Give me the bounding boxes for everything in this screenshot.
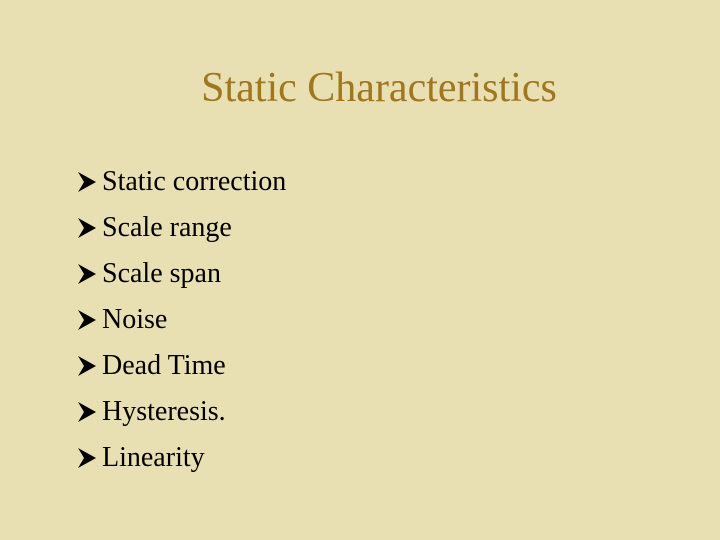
list-item xyxy=(74,343,286,389)
arrow-head-icon xyxy=(74,170,102,194)
bullet-text: Scale span xyxy=(102,258,221,289)
arrow-head-icon xyxy=(74,216,102,240)
arrow-head-icon xyxy=(74,446,102,470)
bullet-text: Dead Time xyxy=(102,350,226,381)
list-item xyxy=(74,251,286,297)
list-item xyxy=(74,389,286,435)
slide-title: Static Characteristics xyxy=(201,65,557,111)
bullet-list xyxy=(74,159,286,481)
bullet-text: Static correction xyxy=(102,166,287,197)
bullet-text: Scale range xyxy=(102,212,232,243)
bullet-text: Noise xyxy=(102,304,168,335)
bullet-text: Linearity xyxy=(102,442,205,473)
arrow-head-icon xyxy=(74,262,102,286)
arrow-head-icon xyxy=(74,354,102,378)
list-item xyxy=(74,159,286,205)
bullet-text: Hysteresis. xyxy=(102,396,226,427)
list-item xyxy=(74,435,286,481)
arrow-head-icon xyxy=(74,308,102,332)
list-item xyxy=(74,297,286,343)
arrow-head-icon xyxy=(74,400,102,424)
list-item xyxy=(74,205,286,251)
